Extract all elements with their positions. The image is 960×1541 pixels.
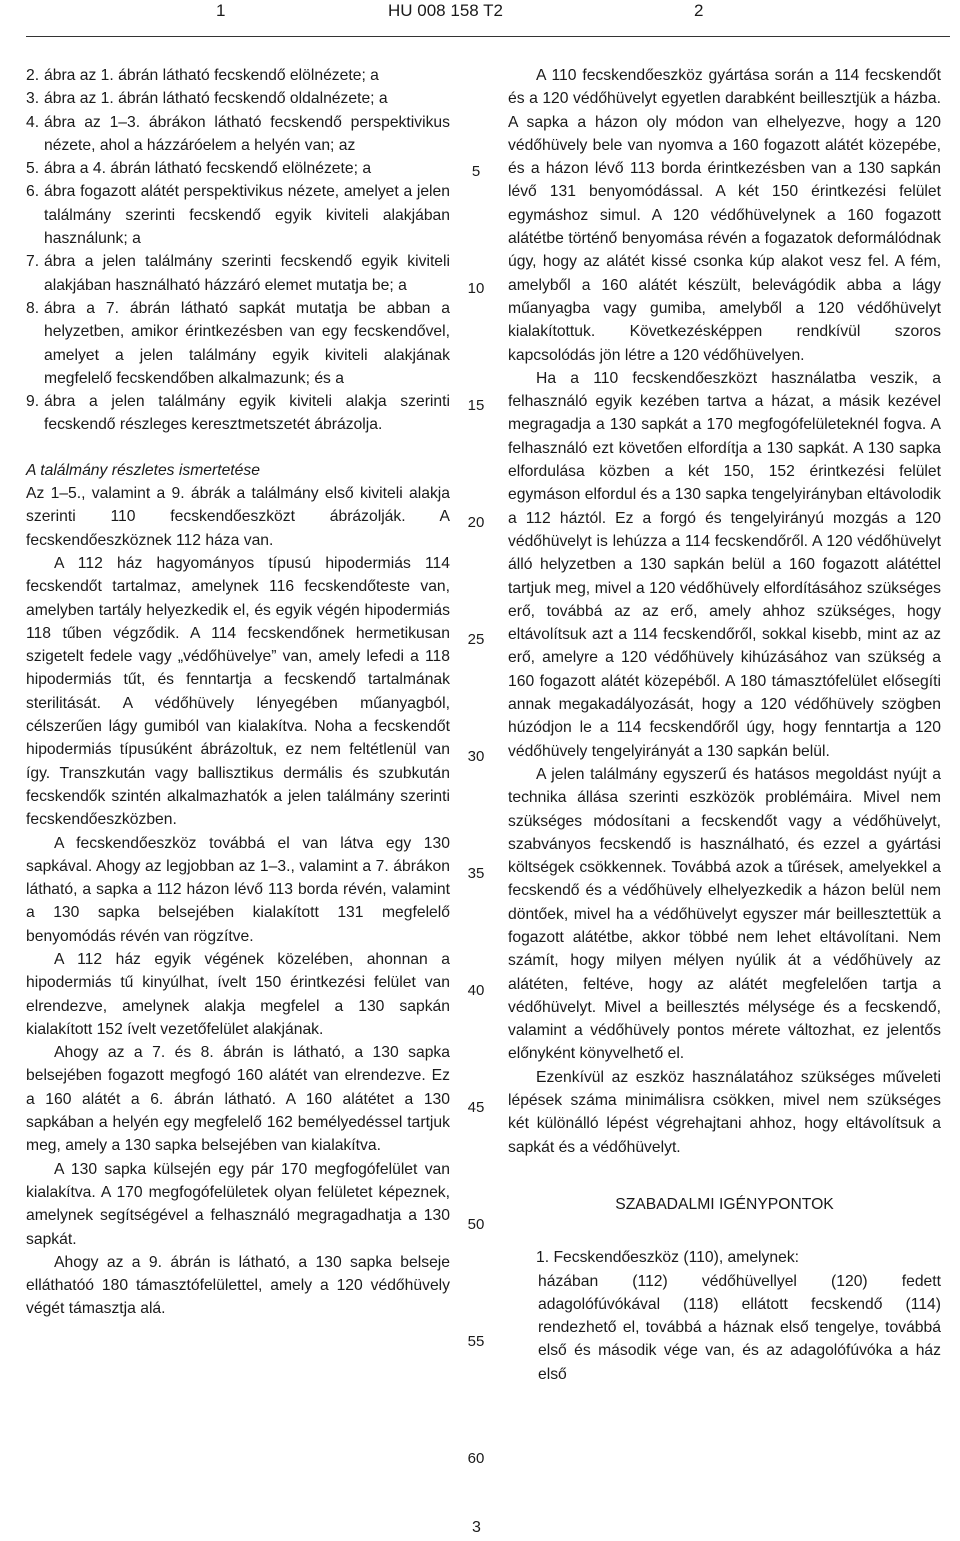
figure-list-item (26, 64, 450, 87)
figure-list-item (26, 250, 450, 297)
figure-description: ábra az 1. ábrán látható fecskendő elölnézete; a (44, 67, 379, 84)
line-number: 40 (467, 982, 485, 999)
figure-description: ábra a jelen találmány szerinti fecskendő egyik kiviteli alakjában használható házzáró elemet mutatja be; a (44, 253, 450, 294)
figure-list-item (26, 180, 450, 250)
figure-list-item (26, 297, 450, 390)
body-paragraph: Ahogy az a 7. és 8. ábrán is látható, a 130 sapka belsejében fogazott megfogó 160 alátét van elrendezve. Ez a 160 alátét a 6. ábrán látható. A 160 alátétet a 130 sapkában a helyén egy megfelelő 162 bemélyedéssel tartjuk meg, amely a 130 sapka belsejében van kialakítva. (26, 1044, 450, 1155)
line-number: 15 (467, 397, 485, 414)
body-paragraph: A 110 fecskendőeszköz gyártása során a 114 fecskendőt és a 120 védőhüvelyt egyetlen darabként beillesztjük a házba. A sapka a házon oly módon van elhelyezve, hogy a 120 védőhüvely bele van nyomva a 160 fogazott alátét közepébe, és a házon lévő 113 borda érintkezésben van a 130 sapkán lévő 131 benyomódással. A két 150 érintkezési felület egymáshoz simul. A 120 védőhüvelynek a 160 fogazott alátétbe történő benyomása révén a fogazatok deformálódnak úgy, hogy az alátét kissé csonka kúp alakot vesz fel. A fém, amelyből a 160 alátét készült, belevágódik abba a lágy műanyagba vagy gumiba, amelyből a 120 védőhüvelyt kialakítottuk. Következésképpen rendkívül szoros kapcsolódás jön létre a 120 védőhüvelyen. (508, 67, 941, 364)
page-number: 3 (472, 1519, 481, 1536)
figure-number: 3. (26, 90, 40, 108)
body-paragraph: Ezenkívül az eszköz használatához szükséges műveleti lépések száma minimálisra csökken, mivel nem szükséges két különálló lépést végrehajtani ahhoz, hogy eltávolítsuk a sapkát és a védőhüvelyt. (508, 1068, 941, 1156)
section-heading-detailed-description: A találmány részletes ismertetése (26, 461, 260, 479)
figure-list-item (26, 87, 450, 110)
body-paragraph: A 112 ház hagyományos típusú hipodermiás 114 fecskendőt tartalmaz, amelynek 116 fecskendőteste van, amelyben tartály helyezkedik el, és egyik végén hipodermiás 118 tűben végződik. A 114 fecskendőnek hermetikusan szigetelt fedele vagy „védőhüvelye” van, amely lefedi a 118 hipodermiás tűt, és fenntartja a fecskendő tartalmának sterilitását. A védőhüvely lényegében műanyagból, célszerűen lágy gumiból van kialakítva. Noha a fecskendőt hipodermiás típusúként ábrázoltuk, ez nem feltétlenül van így. Transzkután vagy ballisztikus dermális és szubkután fecskendők szintén alkalmazhatók a jelen találmány szerinti fecskendőeszközben. (26, 554, 450, 829)
claim-heading: 1. Fecskendőeszköz (110), amelynek: (536, 1249, 800, 1267)
left-column (26, 64, 450, 1321)
figure-number: 9. (26, 393, 40, 411)
header-rule (26, 36, 950, 37)
line-number: 35 (467, 865, 485, 882)
header-right-column-number: 2 (694, 1, 704, 20)
figure-list-item (26, 390, 450, 437)
figure-description: ábra a 7. ábrán látható sapkát mutatja be abban a helyzetben, amikor érintkezésben van egy fecskendővel, amelyet a jelen találmány egyik kiviteli alakjának megfelelő fecskendőben alkalmazunk; és a (44, 299, 450, 387)
body-paragraph: Ahogy az a 9. ábrán is látható, a 130 sapka belseje elláthatóó 180 támasztófelülettel, amely a 120 védőhüvely végét támasztja alá. (26, 1253, 450, 1318)
body-paragraph: A 112 ház egyik végének közelében, ahonnan a hipodermiás tű kinyúlhat, ívelt 150 érintkezési felület van elrendezve, amelynek alakja megfelel a 130 sapkán kialakított 152 ívelt vezetőfelület alakjának. (26, 950, 450, 1038)
figure-number: 5. (26, 160, 40, 178)
line-number: 5 (471, 163, 481, 180)
body-paragraph: A 130 sapka külsején egy pár 170 megfogófelület van kialakítva. A 170 megfogófelületek olyan felületet képeznek, amelynek segítségével a felhasználó megragadhatja a 130 sapkát. (26, 1160, 450, 1248)
body-paragraph: A fecskendőeszköz továbbá el van látva egy 130 sapkával. Ahogy az legjobban az 1–3., valamint a 7. ábrákon látható, a sapka a 112 házon lévő 113 borda révén, valamint a 130 sapka belsejében kialakított 131 megfelelő benyomódás révén van rögzítve. (26, 834, 450, 945)
line-number: 10 (467, 280, 485, 297)
figure-number: 8. (26, 299, 40, 317)
right-column (508, 64, 941, 1386)
line-number: 20 (467, 514, 485, 531)
line-number: 30 (467, 748, 485, 765)
figure-description: ábra az 1–3. ábrákon látható fecskendő perspektivikus nézete, ahol a házzáróelem a helyén van; az (44, 113, 450, 154)
line-number: 45 (467, 1099, 485, 1116)
figure-description: ábra fogazott alátét perspektivikus nézete, amelyet a jelen találmány szerinti fecskendő egyik kiviteli alakjában használunk; a (44, 183, 450, 248)
figure-list-item (26, 111, 450, 158)
body-paragraph: Az 1–5., valamint a 9. ábrák a találmány első kiviteli alakja szerinti 110 fecskendőeszközt ábrázolják. A fecskendőeszköznek 112 háza van. (26, 485, 450, 549)
figure-list (26, 64, 450, 437)
figure-number: 4. (26, 113, 40, 131)
figure-number: 7. (26, 253, 40, 271)
claims-title: SZABADALMI IGÉNYPONTOK (615, 1195, 834, 1213)
line-number: 60 (467, 1450, 485, 1467)
figure-description: ábra az 1. ábrán látható fecskendő oldalnézete; a (44, 90, 388, 108)
figure-number: 2. (26, 67, 40, 84)
line-number: 50 (467, 1216, 485, 1233)
line-number: 25 (467, 631, 485, 648)
body-paragraph: A jelen találmány egyszerű és hatásos megoldást nyújt a technika állása szerinti eszközök problémáira. Mivel nem szükséges módosítani a fecskendőt vagy a védőhüvelyt, szabványos fecskendő is használható, és ezzel a gyártási költségek csökkennek. Továbbá azok a tűrések, amelyekkel a fecskendő és a védőhüvely elhelyezkedik a házon belül nem döntőek, mivel ha a védőhüvelyt egyszer már beillesztettük a fogazott alátétbe, akkor többé nem lehet eltávolítani. Nem számít, hogy milyen mélyen nyúlik át a védőhüvely az alátéten, feltéve, hogy az alátét megfelelően tartja a védőhüvelyt. Mivel a beillesztés mélysége és a fecskendő, valamint a védőhüvely pontos mérete változhat, ez jelentős előnyként könyvelhető el. (508, 765, 941, 1063)
figure-description: ábra a 4. ábrán látható fecskendő elölnézete; a (44, 160, 372, 178)
line-number: 55 (467, 1333, 485, 1350)
figure-description: ábra a jelen találmány egyik kiviteli alakja szerinti fecskendő részleges keresztmetszetét ábrázolja. (44, 393, 450, 434)
header-patent-number: HU 008 158 T2 (388, 1, 503, 20)
figure-number: 6. (26, 183, 40, 201)
body-paragraph: Ha a 110 fecskendőeszközt használatba veszik, a felhasználó egyik kezében tartva a házat, a másik kezével megragadja a 130 sapkát a 170 megfogófelületeknél fogva. A felhasználó ezt követően elfordítja a 130 sapkát. A 130 sapka elfordulása közben a két 150, 152 érintkezési felület egymáson elfordul és a 130 sapka tengelyirányban eltávolodik a 112 háztól. Ez a forgó és tengelyirányú mozgás a 120 védőhüvelyt is lehúzza a 114 fecskendőről. A 120 védőhüvelyt álló helyzetben a 130 sapkán belül a 160 fogazott alátéttel tartjuk meg, mivel a 120 védőhüvely elfordításához szükséges erő, továbbá az az erő, amely ahhoz szükséges, hogy eltávolítsuk azt a 114 fecskendőről, sokkal kisebb, mint az az erő, amelyre a 120 védőhüvely kihúzásához van szükség a 160 fogazott alátét közepéből. A 180 támasztófelület elősegíti annak megakadályozását, hogy a 120 védőhüvely szögben húzódjon le a 114 fecskendőről úgy, hogy fenntartja a 120 védőhüvely tengelyirányát a 130 sapkán belül. (508, 369, 941, 760)
header-left-column-number: 1 (216, 1, 226, 20)
figure-list-item (26, 157, 450, 180)
claim-body: házában (112) védőhüvellyel (120) fedett adagolófúvókával (118) ellátott fecskendő (114) rendezhető el, továbbá a háznak első tengelye, továbbá első és második vége van, és az adagolófúvóka a ház első (538, 1272, 941, 1383)
